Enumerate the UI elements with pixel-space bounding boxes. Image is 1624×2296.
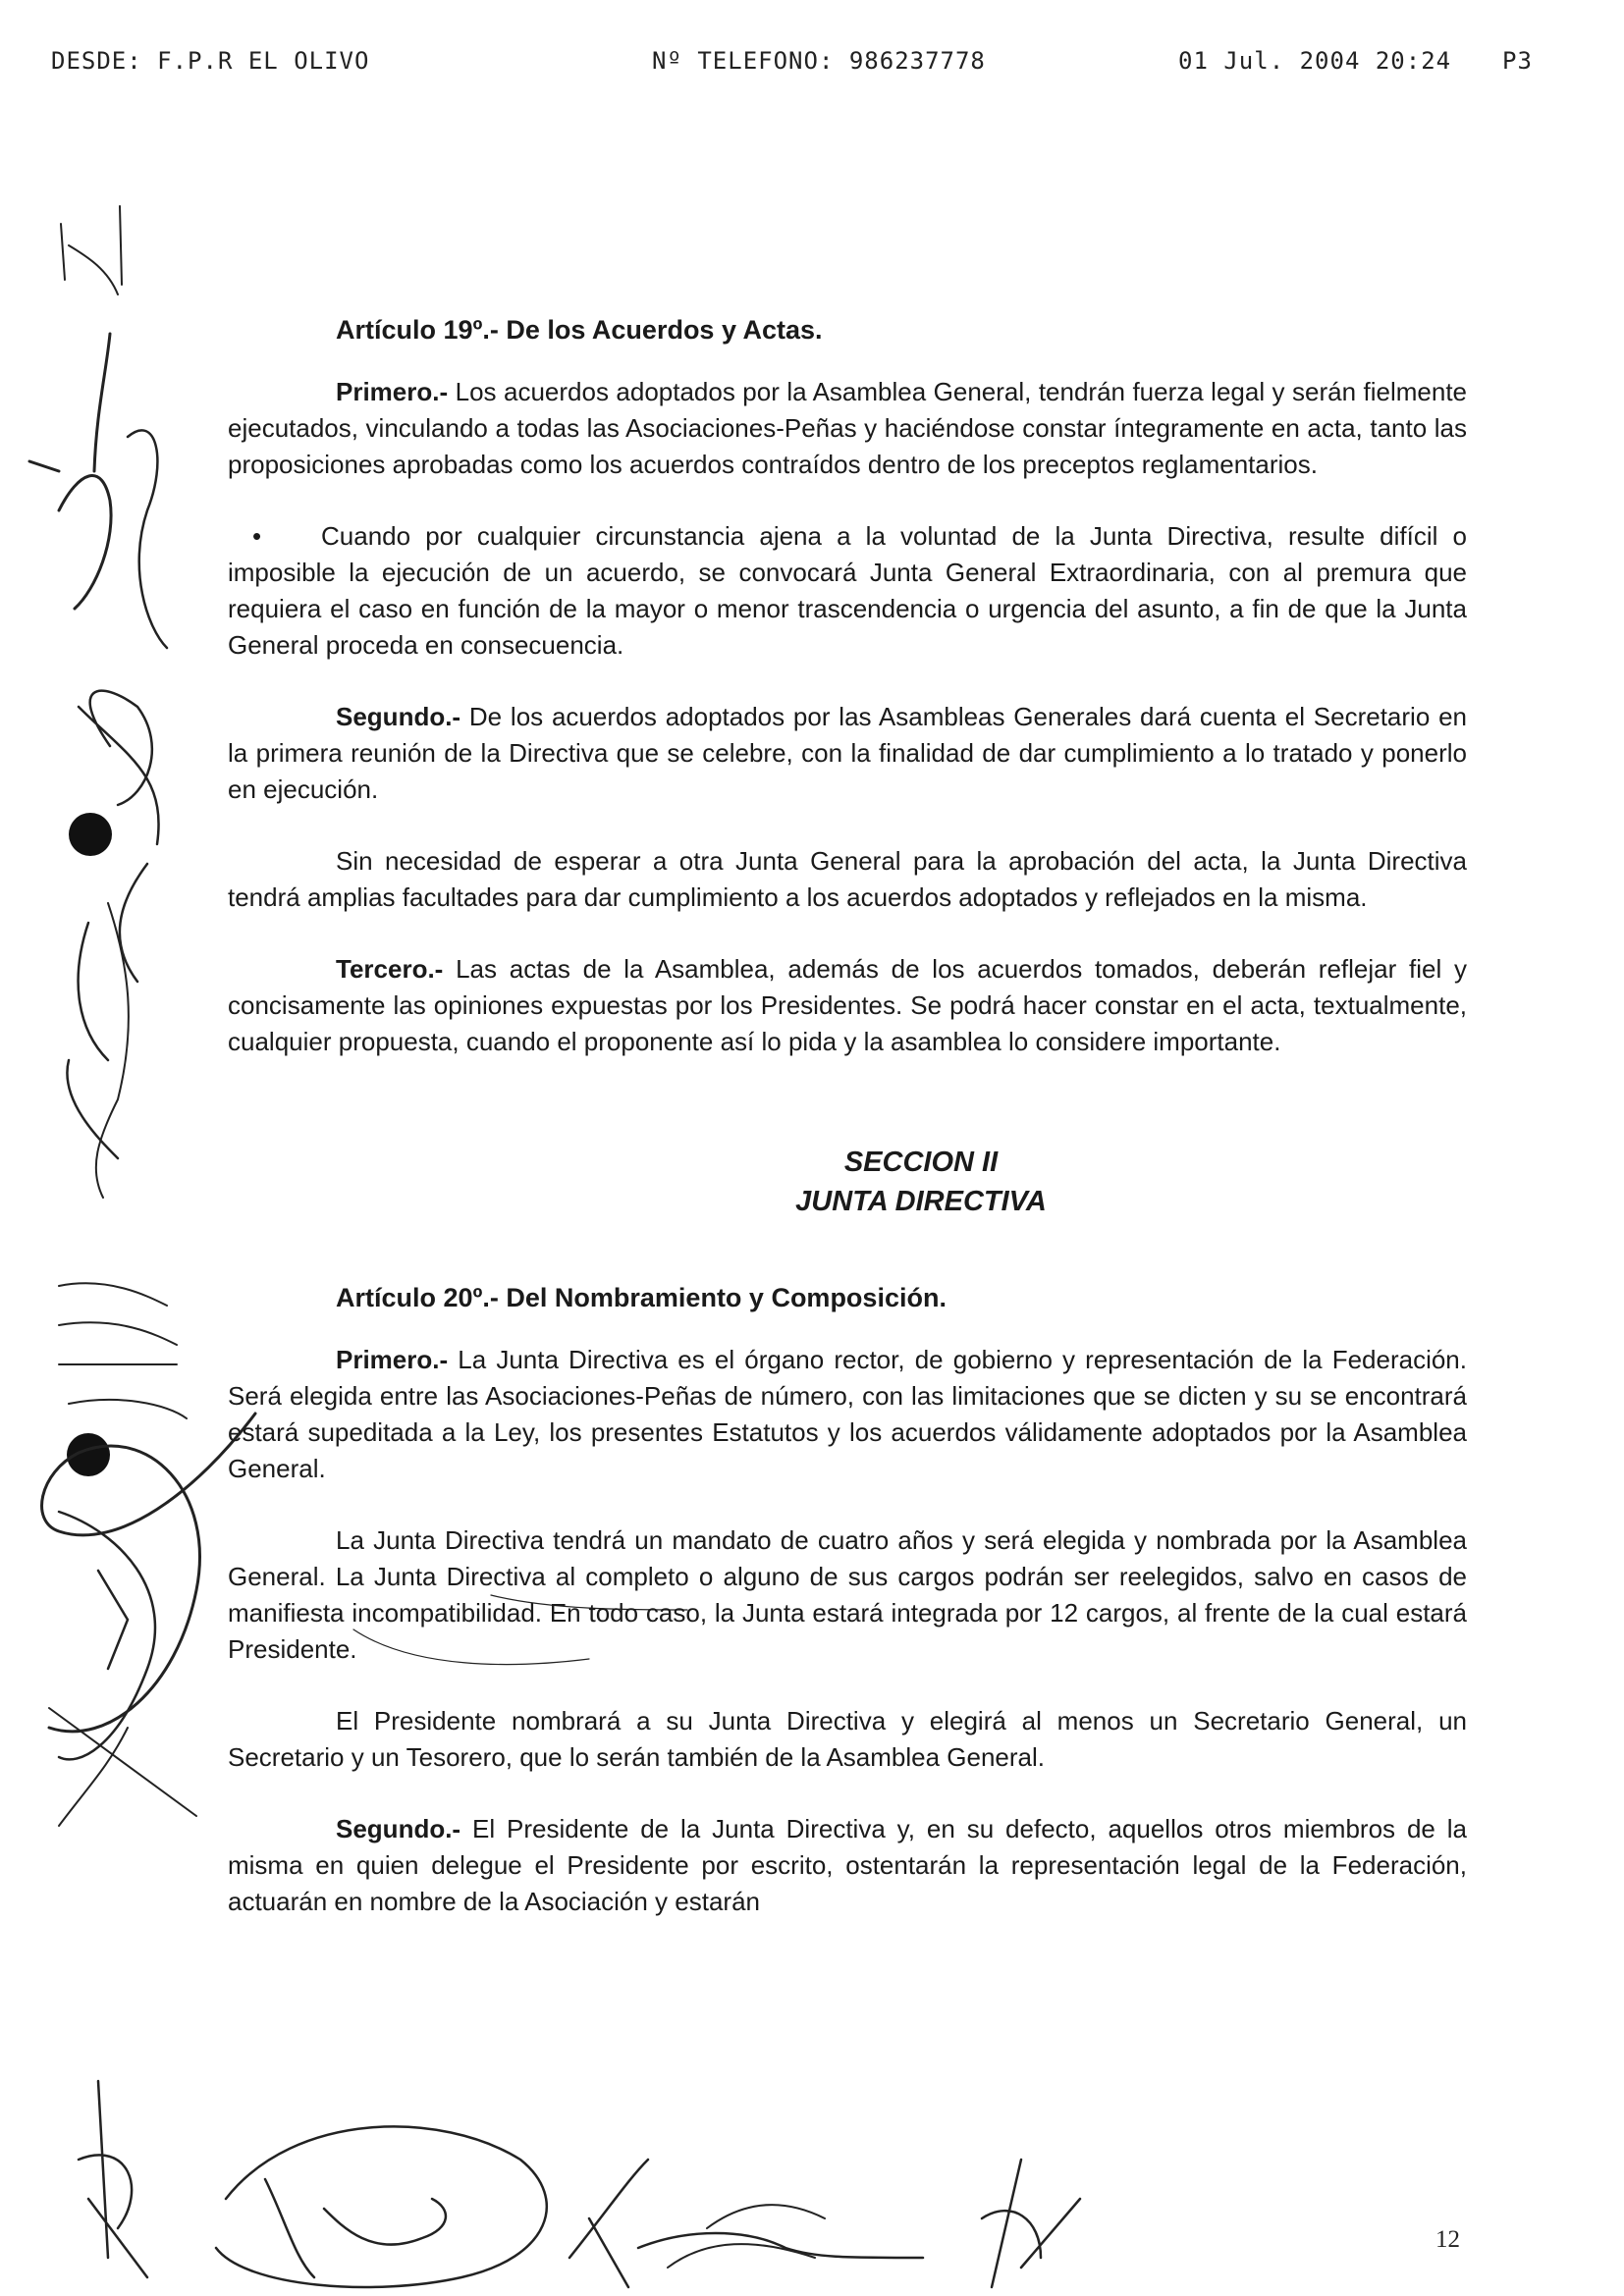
fax-phone: Nº TELEFONO: 986237778 — [652, 47, 986, 75]
section-number: SECCION II — [843, 1147, 999, 1178]
article-19-segundo-text: De los acuerdos adoptados por las Asambleas Generales dará cuenta el Secretario en la primera reunión de la Directiva que se celebre, con la finalidad de dar cumplimiento a lo tratado y ponerlo en ejecución. — [228, 702, 1467, 804]
article-19-segundo-lead: Segundo.- — [336, 702, 461, 731]
signature-mark — [668, 2205, 825, 2268]
signature-mark — [59, 1512, 155, 1759]
article-20-heading: Artículo 20º.- Del Nombramiento y Composición. — [336, 1283, 947, 1312]
bullet-mark: • — [252, 521, 262, 551]
signature-mark — [216, 2126, 547, 2287]
article-19-heading: Artículo 19º.- De los Acuerdos y Actas. — [336, 315, 823, 345]
signature-mark — [79, 2081, 147, 2277]
signature-mark — [128, 430, 167, 648]
article-19-tercero — [228, 951, 1467, 1060]
article-19-sin-necesidad: Sin necesidad de esperar a otra Junta General para la aprobación del acta, la Junta Directiva tendrá amplias facultades para dar cumplimiento a los acuerdos adoptados y reflejados en la misma. — [228, 846, 1467, 912]
fax-datetime: 01 Jul. 2004 20:24 — [1178, 47, 1452, 75]
signature-mark — [569, 2160, 923, 2287]
article-20-primero-lead: Primero.- — [336, 1345, 449, 1374]
article-19-primero-text: Los acuerdos adoptados por la Asamblea General, tendrán fuerza legal y serán fielmente ejecutados, vinculando a todas las Asociaciones-Peñas y haciéndose constar íntegramente en acta, tanto las proposiciones aprobadas como los acuerdos contraídos dentro de los preceptos reglamentarios. — [228, 377, 1467, 479]
article-20-presidente: El Presidente nombrará a su Junta Directiva y elegirá al menos un Secretario General, un Secretario y un Tesorero, que lo serán también de la Asamblea General. — [228, 1706, 1467, 1772]
fax-page: P3 — [1502, 47, 1533, 75]
signature-mark — [49, 1708, 196, 1826]
section-name: JUNTA DIRECTIVA — [795, 1186, 1047, 1217]
article-19-tercero-lead: Tercero.- — [336, 954, 444, 984]
signature-mark — [79, 691, 159, 844]
signature-mark — [67, 864, 147, 1158]
document-body — [228, 312, 1467, 1955]
punch-hole — [69, 813, 112, 856]
signature-mark — [61, 206, 122, 294]
article-20-mandato: La Junta Directiva tendrá un mandato de cuatro años y será elegida y nombrada por la Asamblea General. La Junta Directiva al completo o alguno de sus cargos podrán ser reelegidos, salvo en casos de manifiesta incompatibilidad. En todo caso, la Junta estará integrada por 12 cargos, al frente de la cual estará Presidente. — [228, 1525, 1467, 1664]
article-19-primero-lead: Primero.- — [336, 377, 449, 406]
fax-sender: DESDE: F.P.R EL OLIVO — [51, 47, 370, 75]
signature-mark — [59, 1283, 187, 1418]
signature-mark — [982, 2160, 1080, 2287]
article-20-segundo-text: El Presidente de la Junta Directiva y, en su defecto, aquellos otros miembros de la misma en quien delegue el Presidente por escrito, ostentarán la representación legal de la Federación, actuarán en nombre de la Asociación y estarán — [228, 1814, 1467, 1916]
signature-mark — [42, 1414, 255, 1732]
section-title — [228, 1143, 1467, 1221]
signature-mark — [96, 903, 129, 1198]
article-19-segundo — [228, 699, 1467, 808]
signature-mark — [29, 334, 111, 609]
article-19-cuando-text: Cuando por cualquier circunstancia ajena a la voluntad de la Junta Directiva, resulte difícil o imposible la ejecución de un acuerdo, se convocará Junta General Extraordinaria, con al premura que requiera el caso en función de la mayor o menor trascendencia o urgencia del asunto, a fin de que la Junta General proceda en consecuencia. — [228, 521, 1467, 660]
article-19-primero — [228, 374, 1467, 483]
article-20-segundo — [228, 1811, 1467, 1920]
article-19-cuando — [228, 518, 1467, 664]
page-number: 12 — [1435, 2226, 1460, 2253]
article-20-primero-text: La Junta Directiva es el órgano rector, de gobierno y representación de la Federación. Será elegida entre las Asociaciones-Peñas de número, con las limitaciones que se dicten y su se encontrará estará supeditada a la Ley, los presentes Estatutos y los acuerdos válidamente adoptados por la Asamblea General. — [228, 1345, 1467, 1483]
article-20-segundo-lead: Segundo.- — [336, 1814, 461, 1843]
article-19-tercero-text: Las actas de la Asamblea, además de los acuerdos tomados, deberán reflejar fiel y concisamente las opiniones expuestas por los Presidentes. Se podrá hacer constar en el acta, textualmente, cualquier propuesta, cuando el proponente así lo pida y la asamblea lo considere importante. — [228, 954, 1467, 1056]
punch-hole — [67, 1433, 110, 1476]
article-20-primero — [228, 1342, 1467, 1487]
